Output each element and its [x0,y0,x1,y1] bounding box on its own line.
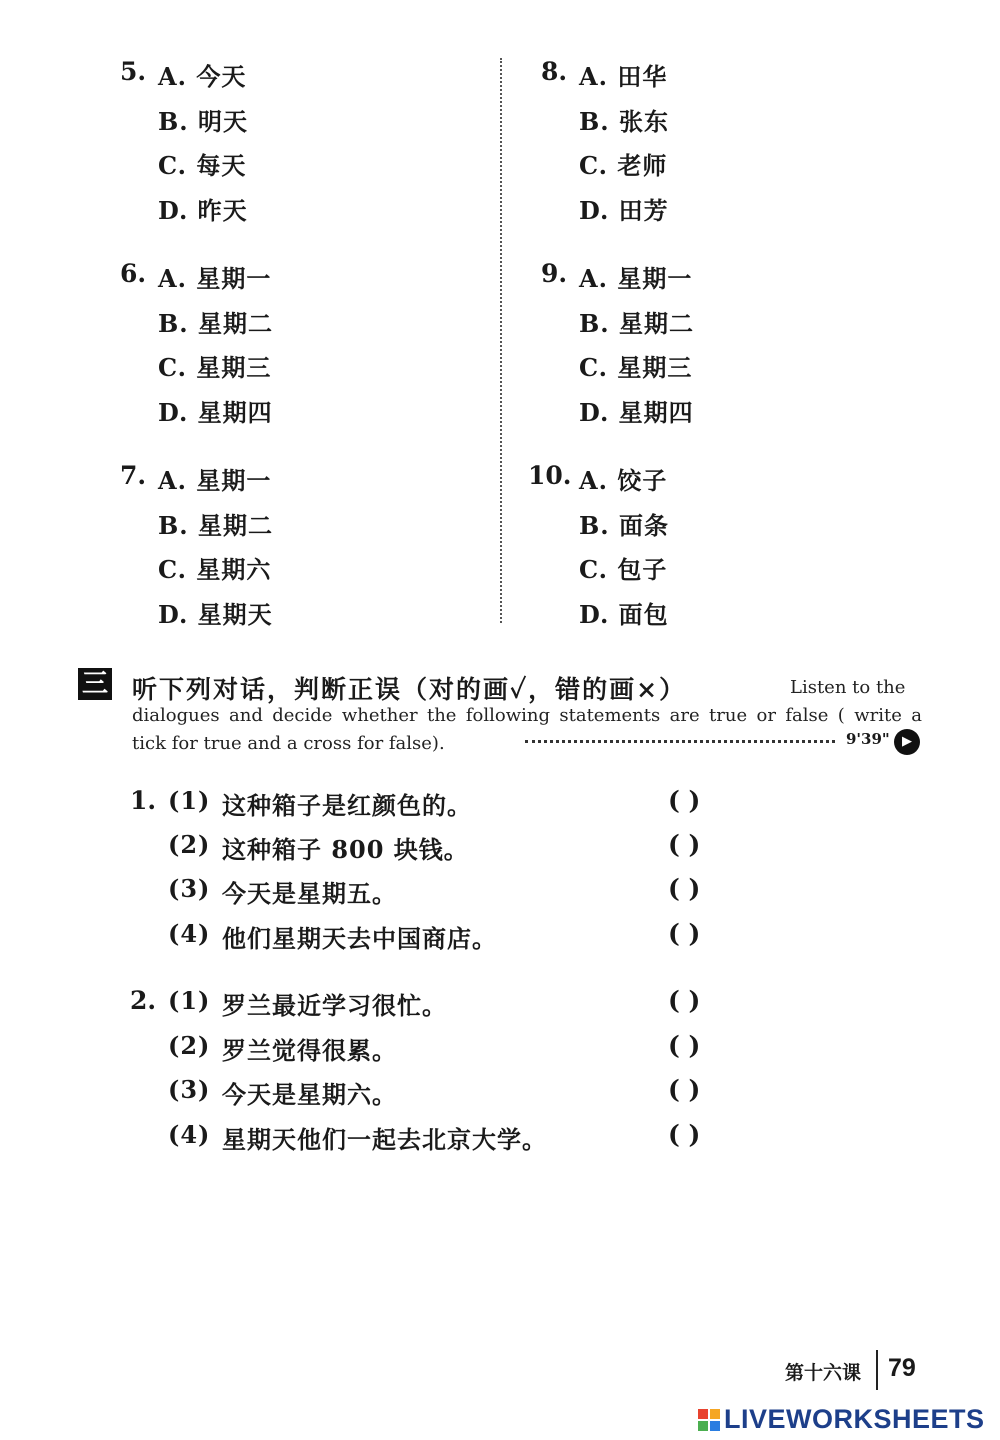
option-5b[interactable]: B. 明天 [158,107,248,136]
tf-1-2-label: (2) [168,830,211,859]
tf-1-4-answer[interactable]: ( ) [668,919,701,948]
question-10-number: 10. [528,461,572,490]
tf-2-1-label: (1) [168,986,211,1015]
option-6b[interactable]: B. 星期二 [158,309,273,338]
tf-2-4-answer[interactable]: ( ) [668,1120,701,1149]
option-9b[interactable]: B. 星期二 [579,309,694,338]
liveworksheets-watermark: LIVEWORKSHEETS [724,1404,985,1434]
option-7c[interactable]: C. 星期六 [158,555,272,584]
section-three-icon: 三 [78,668,112,700]
liveworksheets-logo-icon [698,1409,720,1431]
option-7b[interactable]: B. 星期二 [158,511,273,540]
option-8b[interactable]: B. 张东 [579,107,669,136]
option-10a[interactable]: A. 饺子 [579,466,668,495]
option-6a[interactable]: A. 星期一 [158,264,272,293]
option-8d[interactable]: D. 田芳 [579,196,669,225]
tf-1-4-label: (4) [168,919,211,948]
footer-lesson: 第十六课 [785,1362,862,1384]
page-number: 79 [888,1354,916,1382]
tf-2-4-text: 星期天他们一起去北京大学。 [222,1125,547,1154]
option-9a[interactable]: A. 星期一 [579,264,693,293]
section-en-line1: Listen to the [790,677,906,698]
option-6d[interactable]: D. 星期四 [158,398,273,427]
tf-1-1-label: (1) [168,786,211,815]
tf-question-2-number: 2. [130,986,157,1015]
question-5-number: 5. [120,57,147,86]
option-8c[interactable]: C. 老师 [579,151,668,180]
question-6-number: 6. [120,259,147,288]
section-en-line2: dialogues and decide whether the following statements are true or false ( write a [132,705,922,726]
tf-2-2-answer[interactable]: ( ) [668,1031,701,1060]
option-8a[interactable]: A. 田华 [579,62,668,91]
option-10b[interactable]: B. 面条 [579,511,669,540]
question-7-number: 7. [120,461,147,490]
tf-1-2-answer[interactable]: ( ) [668,830,701,859]
section-en-line3: tick for true and a cross for false). [132,733,445,754]
tf-1-1-answer[interactable]: ( ) [668,786,701,815]
tf-1-3-answer[interactable]: ( ) [668,874,701,903]
option-5c[interactable]: C. 每天 [158,151,247,180]
tf-2-3-label: (3) [168,1075,211,1104]
tf-question-1-number: 1. [130,786,157,815]
option-9c[interactable]: C. 星期三 [579,353,693,382]
tf-2-3-answer[interactable]: ( ) [668,1075,701,1104]
tf-2-1-text: 罗兰最近学习很忙。 [222,991,447,1020]
tf-1-1-text: 这种箱子是红颜色的。 [222,791,472,820]
tf-1-3-text: 今天是星期五。 [222,879,397,908]
option-5d[interactable]: D. 昨天 [158,196,248,225]
option-10d[interactable]: D. 面包 [579,600,669,629]
option-7a[interactable]: A. 星期一 [158,466,272,495]
column-divider [500,58,502,623]
option-6c[interactable]: C. 星期三 [158,353,272,382]
leader-dots [525,740,835,743]
option-10c[interactable]: C. 包子 [579,555,668,584]
option-7d[interactable]: D. 星期天 [158,600,273,629]
tf-2-1-answer[interactable]: ( ) [668,986,701,1015]
tf-2-3-text: 今天是星期六。 [222,1080,397,1109]
audio-time: 9'39" [846,730,890,748]
section-title: 听下列对话，判断正误（对的画✓，错的画×） [132,675,687,704]
option-9d[interactable]: D. 星期四 [579,398,694,427]
footer-divider [876,1350,878,1390]
option-5a[interactable]: A. 今天 [158,62,247,91]
tf-1-2-text: 这种箱子 800 块钱。 [222,835,469,864]
tf-2-2-text: 罗兰觉得很累。 [222,1036,397,1065]
question-9-number: 9. [541,259,568,288]
play-icon[interactable]: ▶ [894,729,920,755]
tf-1-3-label: (3) [168,874,211,903]
question-8-number: 8. [541,57,568,86]
tf-2-4-label: (4) [168,1120,211,1149]
tf-2-2-label: (2) [168,1031,211,1060]
tf-1-4-text: 他们星期天去中国商店。 [222,924,497,953]
